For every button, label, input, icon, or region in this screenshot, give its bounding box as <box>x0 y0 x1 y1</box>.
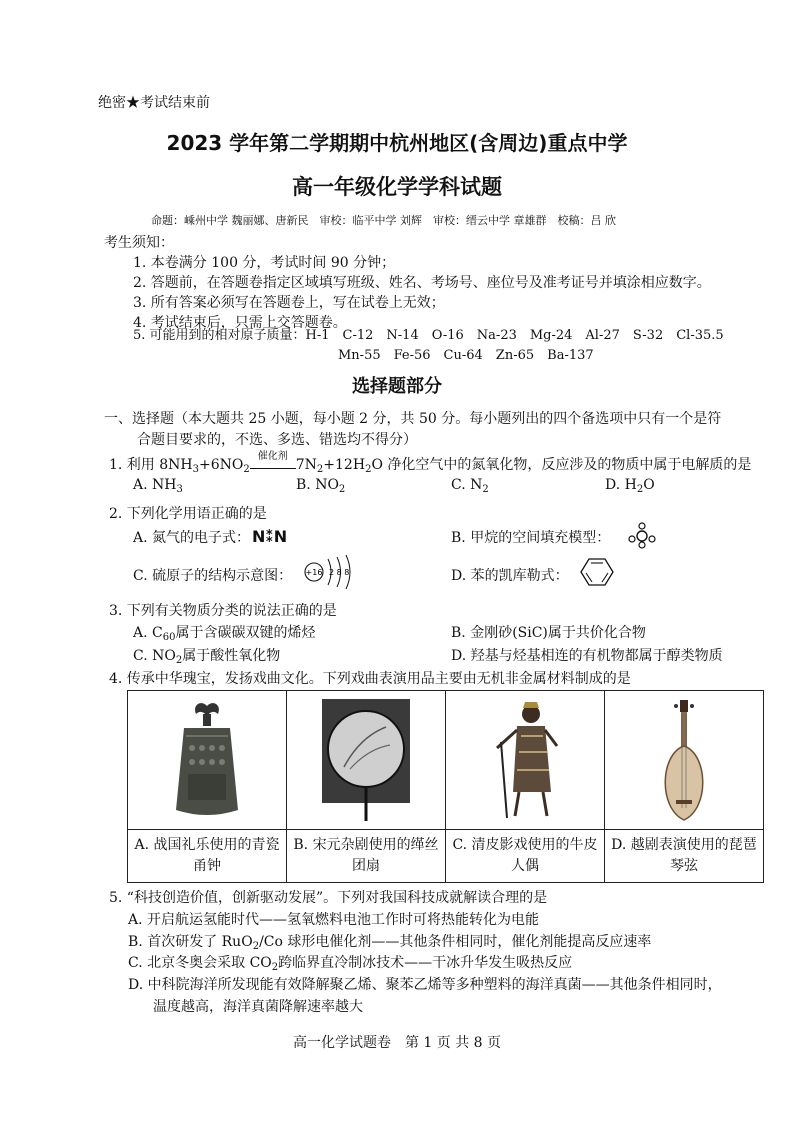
secrecy-label: 绝密★考试结束前 <box>98 95 210 111</box>
q4-cell-d <box>605 691 763 882</box>
q3-option-d: D. 羟基与烃基相连的有机物都属于醇类物质 <box>451 648 723 664</box>
q5-option-a: A. 开启航运氢能时代——氢氧燃料电池工作时可将热能转化为电能 <box>128 912 540 928</box>
q4-cell-c <box>446 691 605 882</box>
q1-option-d: D. $H_2O$ <box>605 477 655 495</box>
q5-option-b: B. 首次研发了 RuO$_2$/Co 球形电催化剂——其他条件相同时，催化剂能提高反应速率 <box>128 934 652 952</box>
q2-stem: 2. 下列化学用语正确的是 <box>109 506 267 522</box>
q5-option-d-line1: D. 中科院海洋所发现能有效降解聚乙烯、聚苯乙烯等多种塑料的海洋真菌——其他条件相同时， <box>128 977 722 993</box>
q3-stem: 3. 下列有关物质分类的说法正确的是 <box>109 603 337 619</box>
sulfur-nucleus-label: +16 <box>305 568 323 577</box>
reaction-arrow <box>250 468 296 469</box>
q1-option-c: C. $N_2$ <box>451 477 489 495</box>
sulfur-atom-diagram-icon <box>302 553 360 589</box>
q4-option-a: A. 战国礼乐使用的青瓷甬钟 <box>134 837 280 874</box>
q1-option-a: A. $NH_3$ <box>133 477 183 495</box>
q1-option-b: B. $NO_2$ <box>296 477 346 495</box>
notice-item-5-continued: Mn-55 Fe-56 Cu-64 Zn-65 Ba-137 <box>338 348 594 363</box>
sulfur-shell-label: 2 8 8 <box>329 568 350 577</box>
q5-stem: 5. “科技创造价值，创新驱动发展”。下列对我国科技成就解读合理的是 <box>109 890 548 906</box>
bronze-bell-icon <box>162 698 252 822</box>
notice-title: 考生须知： <box>104 235 174 251</box>
silk-fan-icon <box>320 697 412 823</box>
pipa-instrument-icon <box>654 696 714 824</box>
leather-puppet-icon <box>485 696 565 824</box>
q1-stem: 1. 利用 $8NH_3+6NO_2$ 催化剂 $7N_2+12H_2O$ 净化空气中的氮氧化物，反应涉及的物质中属于电解质的是 <box>109 454 751 474</box>
q4-option-table <box>127 690 764 883</box>
notice-item-1: 1. 本卷满分 100 分，考试时间 90 分钟； <box>133 255 396 271</box>
q4-option-b: B. 宋元杂剧使用的缂丝团扇 <box>293 837 439 874</box>
authors-line: 命题：嵊州中学 魏丽娜、唐新民 审校：临平中学 刘辉 审校：缙云中学 章雄群 校稿：吕 欣 <box>151 214 616 227</box>
q4-option-d: D. 越剧表演使用的琵琶琴弦 <box>611 837 757 874</box>
notice-item-2: 2. 答题前，在答题卷指定区域填写班级、姓名、考场号、座位号及准考证号并填涂相应数字。 <box>133 275 711 291</box>
exam-subtitle: 高一年级化学学科试题 <box>292 175 502 199</box>
q2-option-a: A. 氮气的电子式： N⁑N <box>133 527 288 546</box>
catalyst-label: 催化剂 <box>257 451 288 462</box>
methane-model-icon <box>625 520 659 550</box>
page-footer: 高一化学试题卷 第 1 页 共 8 页 <box>292 1035 502 1051</box>
notice-item-5: 5. 可能用到的相对原子质量：H-1 C-12 N-14 O-16 Na-23 Mg-24 Al-27 S-32 Cl-35.5 <box>133 328 724 343</box>
q5-option-d-line2: 温度越高，海洋真菌降解速率越大 <box>153 999 363 1015</box>
q4-option-c: C. 清皮影戏使用的牛皮人偶 <box>452 837 598 874</box>
section-title: 选择题部分 <box>352 376 442 397</box>
exam-title: 2023 学年第二学期期中杭州地区(含周边)重点中学 <box>166 131 628 155</box>
notice-item-4: 4. 考试结束后，只需上交答题卷。 <box>133 315 347 331</box>
q3-option-a: A. $C_{60}$属于含碳碳双键的烯烃 <box>133 625 316 643</box>
q4-cell-b <box>287 691 446 882</box>
benzene-kekule-icon <box>579 556 615 588</box>
q2-option-d: D. 苯的凯库勒式： <box>451 568 569 584</box>
q2-option-b: B. 甲烷的空间填充模型： <box>451 530 611 546</box>
q4-stem: 4. 传承中华瑰宝，发扬戏曲文化。下列戏曲表演用品主要由无机非金属材料制成的是 <box>109 671 631 687</box>
notice-item-3: 3. 所有答案必须写在答题卷上，写在试卷上无效； <box>133 295 445 311</box>
q4-cell-a <box>128 691 287 882</box>
nitrogen-electron-formula: N⁑N <box>252 527 288 546</box>
q3-option-c: C. $NO_2$属于酸性氧化物 <box>133 648 281 666</box>
section-intro-line1: 一、选择题（本大题共 25 小题，每小题 2 分，共 50 分。每小题列出的四个备选项中只有一个是符 <box>104 411 722 427</box>
section-intro-line2: 合题目要求的，不选、多选、错选均不得分） <box>137 432 417 448</box>
q2-option-c: C. 硫原子的结构示意图： <box>133 568 293 584</box>
q3-option-b: B. 金刚砂(SiC)属于共价化合物 <box>451 625 646 641</box>
q5-option-c: C. 北京冬奥会采取 $CO_2$跨临界直冷制冰技术——干冰升华发生吸热反应 <box>128 955 573 973</box>
